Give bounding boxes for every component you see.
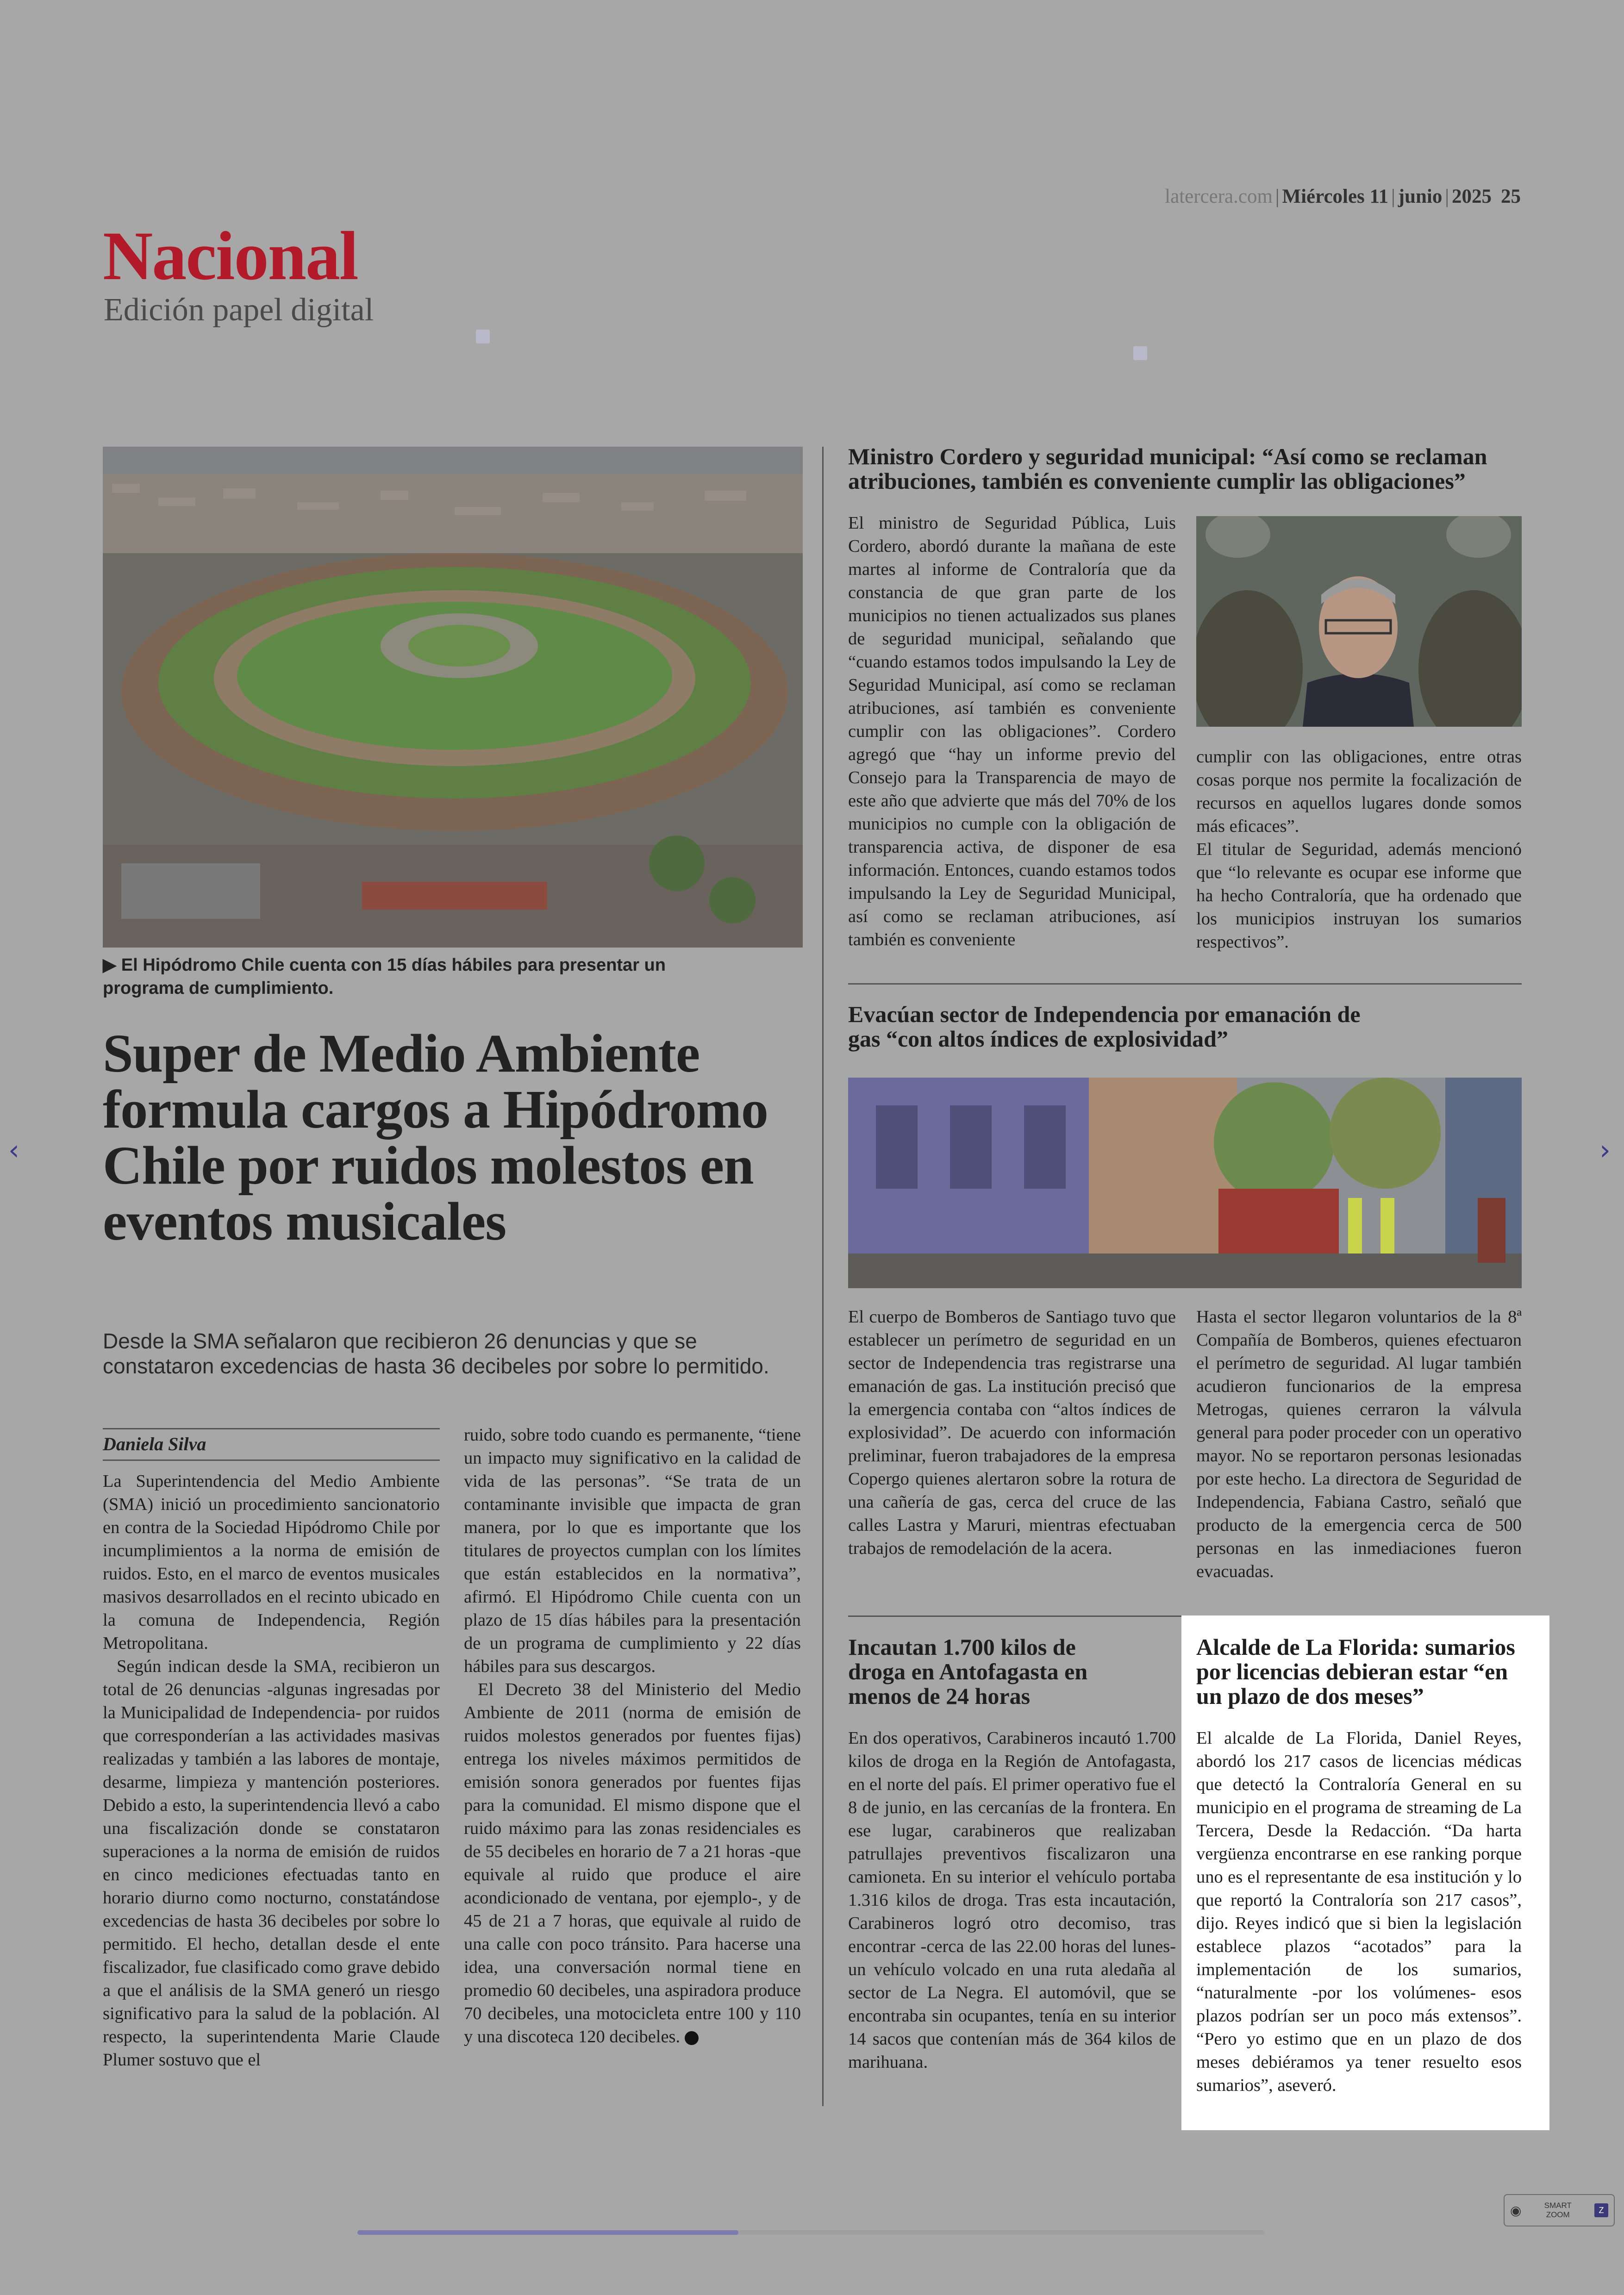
main-body-col1 xyxy=(103,1470,440,2071)
drug-body xyxy=(848,1727,1176,2074)
column-divider xyxy=(822,447,824,2106)
masthead: latercera.com | Miércoles 11 | junio | 2025 25 xyxy=(1165,186,1521,207)
gas-body-col1 xyxy=(848,1305,1176,1560)
marker-icon xyxy=(476,330,490,343)
zoom-shortcut-key: Z xyxy=(1594,2203,1608,2217)
gas-body-col2 xyxy=(1196,1305,1522,1583)
end-of-article-icon xyxy=(685,2031,699,2045)
date-day: Miércoles 11 xyxy=(1282,186,1389,207)
florida-body xyxy=(1196,1727,1522,2097)
paragraph: El ministro de Seguridad Pública, Luis Cordero, abordó durante la mañana de este martes al informe de Contraloría que da constancia de que gran parte de los municipios no tienen actualizados sus planes de seguridad municipal, señalando que “cuando estamos todos impulsando la Ley de Seguridad Municipal, así como se reclaman atribuciones, así también es conveniente cumplir con las obligaciones”. Cordero agregó que “hay un informe previo del Consejo para la Transparencia de mayo de este año que advierte que más del 70% de los municipios no cumple con la obligación de transparencia activa, de disponer de esa información. Entonces, cuando estamos todos impulsando la Ley de Seguridad Municipal, así como se reclaman atribuciones, así también es conveniente xyxy=(848,513,1176,949)
hipodromo-photo xyxy=(103,447,803,948)
cordero-photo xyxy=(1196,516,1522,727)
paragraph xyxy=(464,1678,801,2048)
zoom-label: SMART ZOOM xyxy=(1544,2201,1572,2219)
paragraph: El alcalde de La Florida, Daniel Reyes, abordó los 217 casos de licencias médicas que detectó la Contraloría General en su municipio en el programa de streaming de La Tercera, Desde la Redacción. “Da harta vergüenza encontrarse en ese ranking porque uno es el representante de esa institución y lo que reportó la Contraloría son 217 casos”, dijo. Reyes indicó que si bien la legislación establece plazos “acotados” para la implementación de los sumarios, “naturalmente -por los volúmenes- esos plazos podrían ser un poco más extensos”. “Pero yo estimo que en un plazo de dos meses debiéramos ya tener resuelto esos sumarios”, aseveró. xyxy=(1196,1728,1522,2095)
page-number: 25 xyxy=(1501,186,1521,207)
marker-icon xyxy=(1133,346,1147,360)
byline: Daniela Silva xyxy=(103,1428,440,1461)
progress-fill xyxy=(357,2230,738,2235)
florida-headline: Alcalde de La Florida: sumarios por licencias debieran estar “en un plazo de dos meses” xyxy=(1196,1634,1515,1709)
paragraph: El cuerpo de Bomberos de Santiago tuvo que establecer un perímetro de seguridad en un sector de Independencia tras registrarse una emanación de gas. La institución precisó que la emergencia contaba con “altos índices de explosividad”. De acuerdo con información preliminar, fueron trabajadores de la empresa Copergo quienes alertaron sobre la rotura de una cañería de gas, cerca del cruce de las calles Lastra y Maruri, mientras efectuaban trabajos de remodelación de la acera. xyxy=(848,1307,1176,1558)
paragraph: La Superintendencia del Medio Ambiente (SMA) inició un procedimiento sancionatorio en contra de la Sociedad Hipódromo Chile por incumplimientos a la norma de emisión de ruidos. Esto, en el marco de eventos musicales masivos desarrollados en el recinto ubicado en la comuna de Independencia, Región Metropolitana. xyxy=(103,1472,440,1653)
date-year: 2025 xyxy=(1452,186,1492,207)
drug-headline: Incautan 1.700 kilos de droga en Antofagasta en menos de 24 horas xyxy=(848,1634,1088,1709)
eye-icon: ◉ xyxy=(1510,2203,1522,2218)
cordero-body-col2 xyxy=(1196,745,1522,954)
paragraph-text: El Decreto 38 del Ministerio del Medio Ambiente de 2011 (norma de emisión de ruidos molestos generados por fuentes fijas) entrega los niveles máximos permitidos de emisión sonora generados por fuentes fijas para la comunidad. El mismo dispone que el ruido máximo para las zonas residenciales es de 55 decibeles en horario de 7 a 21 horas -que equivale al ruido que produce el aire acondicionado de ventana, por ejemplo-, y de 45 de 21 a 7 horas, que equivale al ruido de una calle con poco tránsito. Para hacerse una idea, una conversación normal tiene en promedio 60 decibeles, una aspiradora produce 70 decibeles, una motocicleta entre 100 y 110 y una discoteca 120 decibeles. xyxy=(464,1680,801,2046)
edition-label: Edición papel digital xyxy=(104,292,374,328)
date-month: junio xyxy=(1398,186,1443,207)
paragraph: ruido, sobre todo cuando es permanente, “tiene un impacto muy significativo en la calidad de vida de las personas”. “Se trata de un contaminante invisible que impacta de gran manera, por lo que es importante que los titulares de proyectos cumplan con los límites que están establecidos en la normativa”, afirmó. El Hipódromo Chile cuenta con un plazo de 15 días hábiles para la presentación de un programa de cumplimiento y 22 días hábiles para sus descargos. xyxy=(464,1425,801,1676)
paragraph: El titular de Seguridad, además mencionó que “lo relevante es ocupar ese informe que ha hecho Contraloría, que ha ordenado que los municipios instruyan los sumarios respectivos”. xyxy=(1196,840,1522,952)
cordero-body-col1 xyxy=(848,511,1176,951)
section-divider xyxy=(848,1615,1181,1617)
cordero-headline: Ministro Cordero y seguridad municipal: “Así como se reclaman atribuciones, también es conveniente cumplir las obligaciones” xyxy=(848,443,1487,494)
section-title: Nacional xyxy=(103,218,358,294)
main-body-col2 xyxy=(464,1423,801,2048)
main-deck: Desde la SMA señalaron que recibieron 26 denuncias y que se constataron excedencias de hasta 36 decibeles por sobre lo permitido. xyxy=(103,1329,769,1378)
chevron-right-icon[interactable]: › xyxy=(1599,1134,1611,1166)
main-headline: Super de Medio Ambiente formula cargos a Hipódromo Chile por ruidos molestos en eventos musicales xyxy=(103,1023,768,1252)
page-progress-bar[interactable] xyxy=(357,2230,1265,2235)
chevron-left-icon[interactable]: ‹ xyxy=(8,1134,19,1166)
smart-zoom-button[interactable] xyxy=(1504,2194,1615,2226)
gas-headline: Evacúan sector de Independencia por emanación de gas “con altos índices de explosividad” xyxy=(848,1001,1361,1052)
section-divider xyxy=(848,983,1522,985)
photo-caption: ▶ El Hipódromo Chile cuenta con 15 días hábiles para presentar un programa de cumplimiento. xyxy=(103,955,666,998)
paragraph: Según indican desde la SMA, recibieron un total de 26 denuncias -algunas ingresadas por la Municipalidad de Independencia- por ruidos que corresponderían a las actividades masivas realizadas y también a las labores de montaje, desarme, limpieza y mantención posteriores. Debido a esto, la superintendencia llevó a cabo una fiscalización donde se constataron superaciones a la norma de emisión de ruidos en cinco mediciones efectuadas tanto en horario diurno como nocturno, constatándose excedencias de hasta 36 decibeles por sobre lo permitido. El hecho, detallan desde el ente fiscalizador, fue clasificado como grave debido a que el análisis de la SMA generó un riesgo significativo para la salud de la población. Al respecto, la superintendenta Marie Claude Plumer sostuvo que el xyxy=(103,1657,440,2070)
gas-photo xyxy=(848,1078,1522,1288)
paragraph: Hasta el sector llegaron voluntarios de la 8ª Compañía de Bomberos, quienes efectuaron el perímetro de seguridad. Al lugar también acudieron funcionarios de la empresa Metrogas, quienes cerraron la válvula general para poder proceder con un operativo mayor. No se reportaron personas lesionadas por este hecho. La directora de Seguridad de Independencia, Fabiana Castro, señaló que producto de la emergencia cerca de 500 personas en las inmediaciones fueron evacuadas. xyxy=(1196,1307,1522,1581)
paragraph: cumplir con las obligaciones, entre otras cosas porque nos permite la focalización de recursos en aquellos lugares donde somos más eficaces”. xyxy=(1196,747,1522,836)
site-name: latercera.com xyxy=(1165,186,1273,207)
paragraph: En dos operativos, Carabineros incautó 1.700 kilos de droga en la Región de Antofagasta, en el norte del país. El primer operativo fue el 8 de junio, en las cercanías de la frontera. En ese lugar, carabineros que realizaban patrullajes preventivos fiscalizaron una camioneta. En su interior el vehículo portaba 1.316 kilos de droga. Tras esta incautación, Carabineros logró otro decomiso, tras encontrar -cerca de las 22.00 horas del lunes- un vehículo volcado en una ruta aledaña al sector de La Negra. El automóvil, que se encontraba sin ocupantes, tenía en su interior 14 sacos que contenían más de 364 kilos de marihuana. xyxy=(848,1728,1176,2072)
